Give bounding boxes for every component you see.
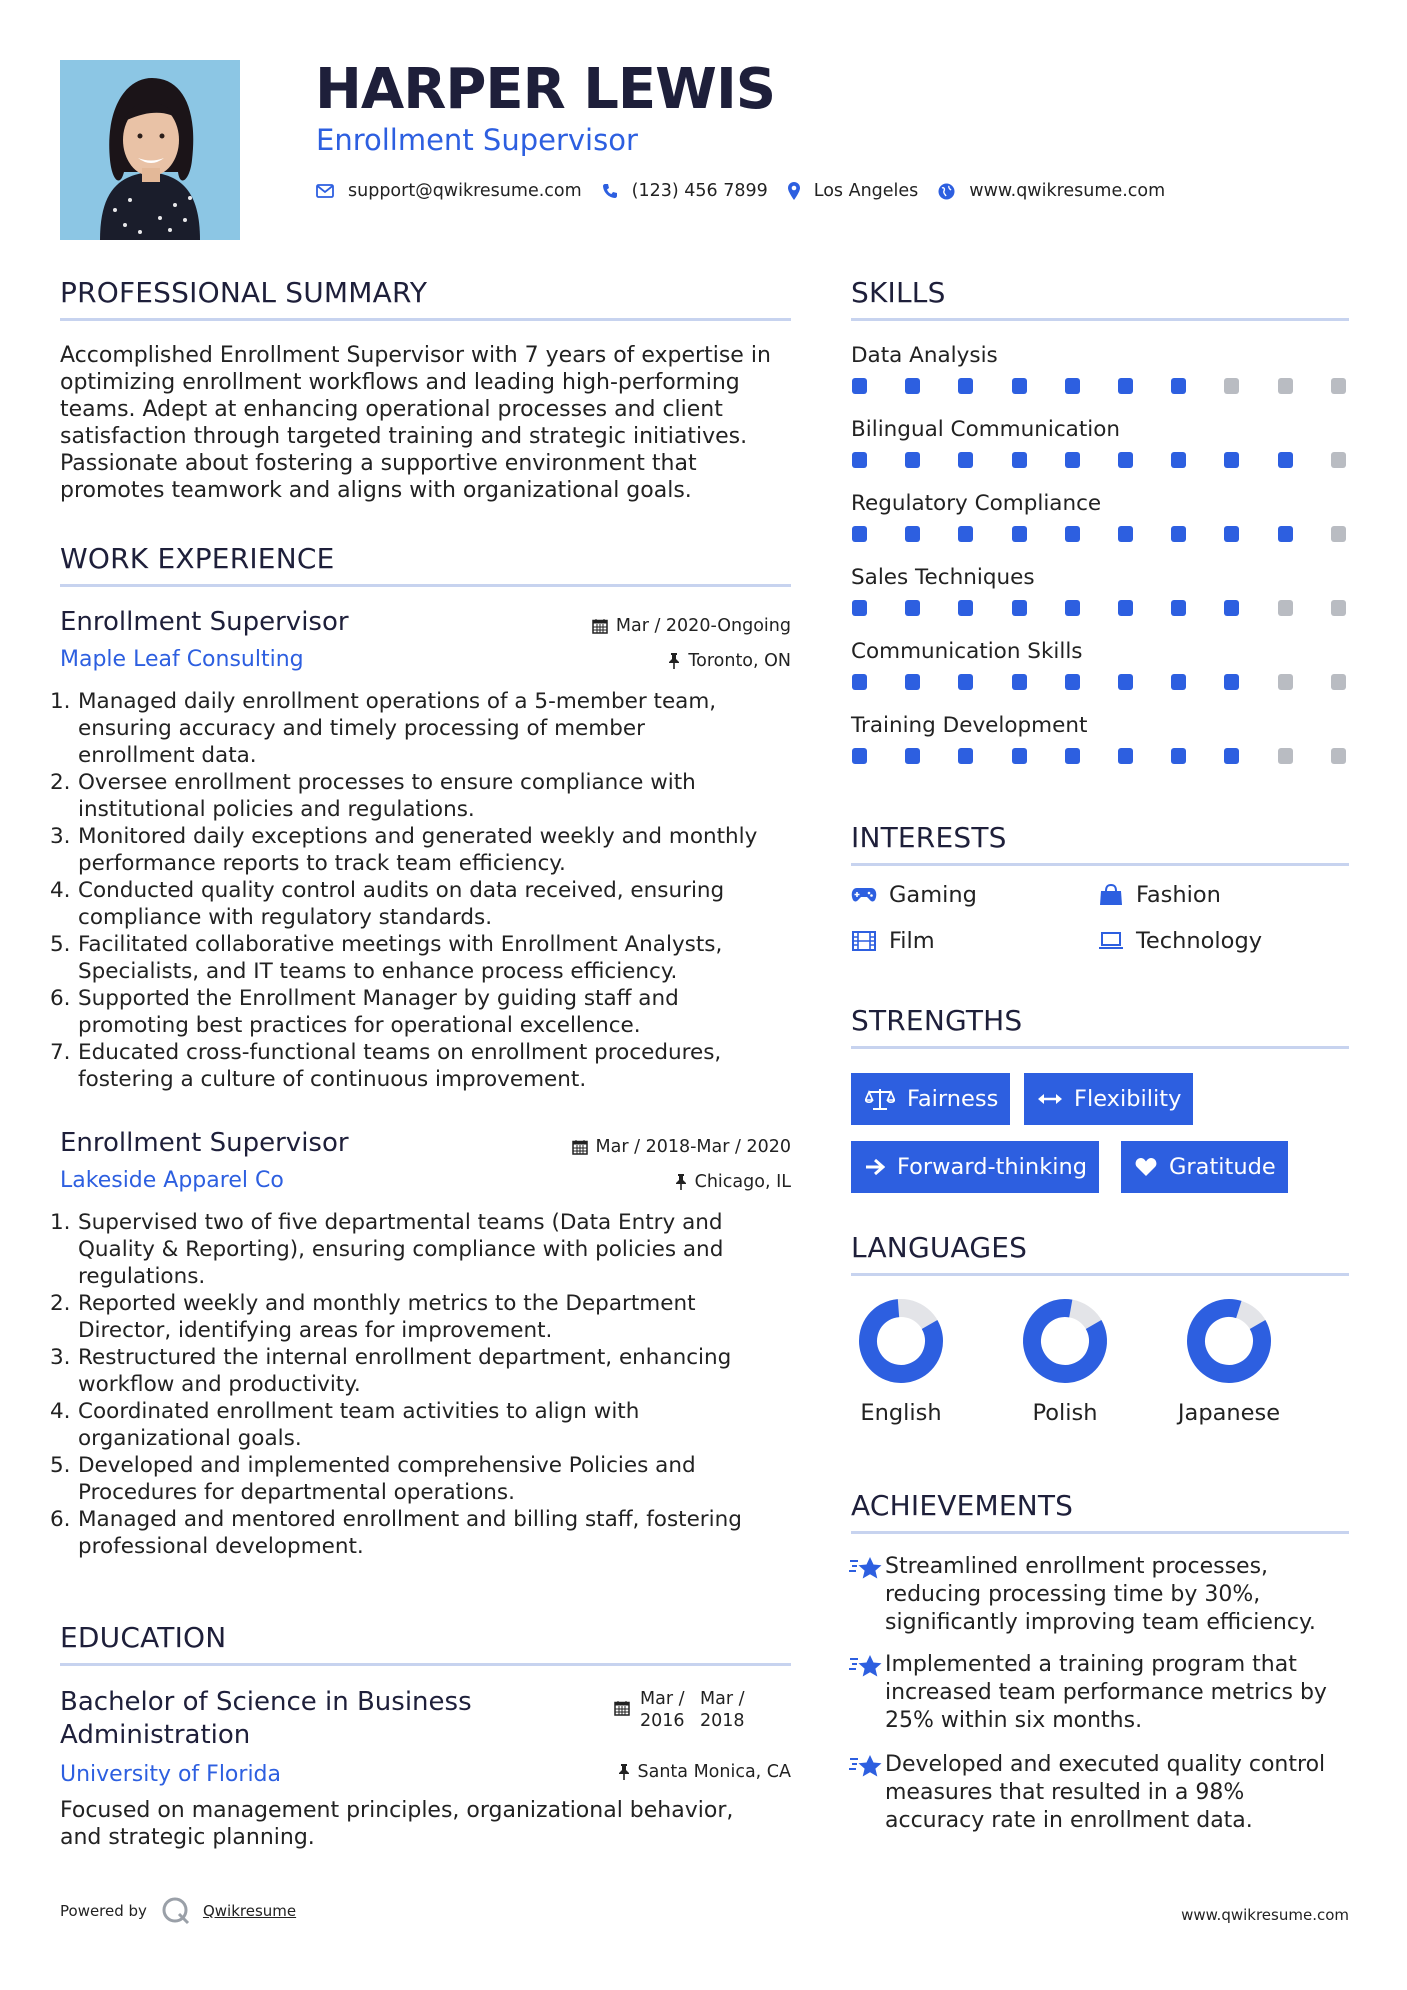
map-pin-icon	[788, 182, 800, 200]
duty-line: Procedures for departmental operations.	[78, 1480, 515, 1505]
calendar-icon	[614, 1700, 630, 1722]
skill-dot-filled	[905, 378, 920, 394]
skill-rating	[851, 674, 1351, 692]
pushpin-icon	[668, 653, 680, 669]
skill-dot-empty	[1278, 674, 1293, 690]
duty-line: Director, identifying areas for improvement.	[78, 1318, 553, 1343]
duty-line: Managed daily enrollment operations of a 5-member team,	[78, 689, 717, 714]
duty-number: 6.	[50, 986, 71, 1011]
interest-gaming	[851, 882, 977, 908]
achievement-line: accuracy rate in enrollment data.	[885, 1808, 1253, 1833]
skill-row	[851, 417, 1351, 470]
skill-dot-filled	[1012, 600, 1027, 616]
strength-gratitude	[1121, 1141, 1288, 1193]
duty-item	[50, 1344, 805, 1398]
language-label: Polish	[1032, 1400, 1098, 1426]
strengths-heading: STRENGTHS	[851, 1004, 1023, 1037]
language-ring-fill	[1184, 1296, 1274, 1386]
summary-text	[60, 342, 795, 504]
duty-number: 1.	[50, 689, 71, 714]
skill-dot-filled	[1224, 526, 1239, 542]
skill-row	[851, 639, 1351, 692]
globe-icon	[938, 183, 955, 200]
job-location-text: Chicago, IL	[694, 1172, 791, 1192]
date-part: 2018	[700, 1711, 745, 1731]
duty-item	[50, 985, 805, 1039]
interest-label: Film	[889, 928, 935, 954]
skill-dot-filled	[1224, 674, 1239, 690]
skill-dot-filled	[1065, 526, 1080, 542]
job-date	[592, 614, 791, 638]
skill-dot-filled	[852, 378, 867, 394]
duty-line: institutional policies and regulations.	[78, 797, 475, 822]
education-date-start	[640, 1688, 700, 1732]
skill-row	[851, 491, 1351, 544]
education-heading: EDUCATION	[60, 1621, 227, 1654]
education-description	[60, 1797, 795, 1851]
achievement-text	[885, 1553, 1316, 1637]
school-name: University of Florida	[60, 1762, 281, 1787]
skill-dot-filled	[1065, 748, 1080, 764]
skill-row	[851, 713, 1351, 766]
duty-line: Educated cross-functional teams on enrollment procedures,	[78, 1040, 722, 1065]
achievement-item	[849, 1751, 1349, 1835]
job-company: Maple Leaf Consulting	[60, 647, 304, 672]
duty-line: Monitored daily exceptions and generated weekly and monthly	[78, 824, 758, 849]
skill-dot-filled	[852, 600, 867, 616]
duty-number: 5.	[50, 932, 71, 957]
duty-line: Restructured the internal enrollment department, enhancing	[78, 1345, 732, 1370]
duty-line: Specialists, and IT teams to enhance process efficiency.	[78, 959, 678, 984]
achievement-item	[849, 1651, 1349, 1735]
skill-dot-filled	[1224, 748, 1239, 764]
skill-dot-filled	[905, 600, 920, 616]
skill-name: Sales Techniques	[851, 565, 1035, 590]
achievement-line: reducing processing time by 30%,	[885, 1582, 1261, 1607]
summary-line: promotes teamwork and aligns with organizational goals.	[60, 478, 692, 503]
interest-label: Fashion	[1136, 882, 1221, 908]
achievement-line: Implemented a training program that	[885, 1652, 1297, 1677]
achievement-line: Streamlined enrollment processes,	[885, 1554, 1269, 1579]
duty-number: 4.	[50, 878, 71, 903]
skill-dot-filled	[958, 526, 973, 542]
duty-number: 3.	[50, 1345, 71, 1370]
duty-line: enrollment data.	[78, 743, 257, 768]
language-ring-fill	[1020, 1296, 1110, 1386]
strength-flexibility	[1024, 1073, 1193, 1125]
skill-dot-filled	[1012, 748, 1027, 764]
experience-heading: WORK EXPERIENCE	[60, 542, 335, 575]
footer-website[interactable]: www.qwikresume.com	[1181, 1906, 1349, 1924]
skill-dot-filled	[1065, 674, 1080, 690]
language-item	[836, 1296, 966, 1426]
skill-dot-empty	[1331, 452, 1346, 468]
duty-item	[50, 931, 805, 985]
footer-powered-by	[60, 1896, 296, 1926]
job-date	[572, 1135, 791, 1159]
achievement-line: increased team performance metrics by	[885, 1680, 1327, 1705]
language-label: English	[860, 1400, 942, 1426]
skill-row	[851, 565, 1351, 618]
qwikresume-logo-icon	[161, 1896, 191, 1926]
achievement-line: Developed and executed quality control	[885, 1752, 1326, 1777]
summary-line: teams. Adept at enhancing operational processes and client	[60, 397, 723, 422]
skill-dot-filled	[852, 748, 867, 764]
skill-name: Data Analysis	[851, 343, 998, 368]
laptop-icon	[1098, 930, 1124, 952]
strength-label: Fairness	[907, 1086, 999, 1112]
skill-dot-filled	[958, 600, 973, 616]
skill-rating	[851, 526, 1351, 544]
skill-name: Bilingual Communication	[851, 417, 1121, 442]
skill-dot-filled	[958, 378, 973, 394]
skill-dot-filled	[958, 452, 973, 468]
skill-dot-filled	[1278, 526, 1293, 542]
duty-number: 3.	[50, 824, 71, 849]
achievement-item	[849, 1553, 1349, 1637]
balance-scale-icon	[865, 1088, 895, 1110]
candidate-name: HARPER LEWIS	[315, 57, 776, 122]
duty-line: Reported weekly and monthly metrics to the Department	[78, 1291, 696, 1316]
contact-website[interactable]: www.qwikresume.com	[969, 181, 1166, 201]
achievement-line: 25% within six months.	[885, 1708, 1143, 1733]
skill-dot-filled	[958, 748, 973, 764]
duty-line: Coordinated enrollment team activities to align with	[78, 1399, 640, 1424]
interest-film	[851, 928, 935, 954]
skill-dot-filled	[852, 674, 867, 690]
arrows-horizontal-icon	[1038, 1092, 1062, 1106]
language-item	[1000, 1296, 1130, 1426]
skill-rating	[851, 452, 1351, 470]
skill-dot-empty	[1331, 526, 1346, 542]
skill-rating	[851, 378, 1351, 396]
skills-heading: SKILLS	[851, 276, 946, 309]
pushpin-icon	[618, 1764, 630, 1780]
job-date-text: Mar / 2020-Ongoing	[615, 616, 791, 636]
job-duties-list	[50, 688, 805, 1093]
duty-item	[50, 877, 805, 931]
star-icon	[849, 1753, 885, 1835]
duty-line: performance reports to track team efficiency.	[78, 851, 566, 876]
skill-rating	[851, 600, 1351, 618]
skill-dot-filled	[958, 674, 973, 690]
education-description-line: Focused on management principles, organizational behavior,	[60, 1798, 734, 1823]
summary-line: Accomplished Enrollment Supervisor with 7 years of expertise in	[60, 343, 771, 368]
skill-dot-empty	[1278, 748, 1293, 764]
powered-by-text: Powered by	[60, 1902, 147, 1920]
duty-line: Facilitated collaborative meetings with Enrollment Analysts,	[78, 932, 723, 957]
job-date-text: Mar / 2018-Mar / 2020	[595, 1137, 791, 1157]
degree-line: Bachelor of Science in Business	[60, 1687, 472, 1717]
skill-dot-filled	[905, 674, 920, 690]
calendar-icon	[572, 1139, 588, 1155]
candidate-role: Enrollment Supervisor	[316, 123, 638, 157]
duty-number: 1.	[50, 1210, 71, 1235]
job-duties-list	[50, 1209, 805, 1560]
summary-rule	[60, 318, 791, 321]
skill-dot-empty	[1278, 600, 1293, 616]
summary-heading: PROFESSIONAL SUMMARY	[60, 276, 428, 309]
strength-fairness	[851, 1073, 1010, 1125]
strength-label: Forward-thinking	[897, 1154, 1088, 1180]
duty-number: 6.	[50, 1507, 71, 1532]
job-location-text: Toronto, ON	[688, 651, 791, 671]
job-location	[668, 649, 791, 673]
strengths-rule	[851, 1046, 1349, 1049]
language-label: Japanese	[1177, 1400, 1281, 1426]
gamepad-icon	[851, 884, 877, 906]
star-icon	[849, 1653, 885, 1735]
duty-line: professional development.	[78, 1534, 364, 1559]
duty-line: Developed and implemented comprehensive Policies and	[78, 1453, 696, 1478]
film-icon	[851, 930, 877, 952]
skill-dot-filled	[905, 452, 920, 468]
brand-link[interactable]: Qwikresume	[202, 1902, 297, 1920]
summary-line: satisfaction through targeted training and strategic initiatives.	[60, 424, 748, 449]
phone-icon	[602, 183, 618, 199]
duty-line: Supervised two of five departmental teams (Data Entry and	[78, 1210, 723, 1235]
skill-dot-filled	[1171, 378, 1186, 394]
duty-line: workflow and productivity.	[78, 1372, 361, 1397]
duty-item	[50, 769, 805, 823]
skill-dot-filled	[1012, 452, 1027, 468]
language-level-ring	[1184, 1296, 1274, 1386]
degree-line: Administration	[60, 1720, 251, 1750]
skill-dot-empty	[1278, 378, 1293, 394]
interests-rule	[851, 863, 1349, 866]
strength-label: Flexibility	[1074, 1086, 1182, 1112]
duty-line: fostering a culture of continuous improvement.	[78, 1067, 587, 1092]
interest-label: Technology	[1136, 928, 1263, 954]
profile-photo	[60, 60, 240, 240]
degree-title	[60, 1686, 472, 1752]
skill-dot-filled	[1012, 378, 1027, 394]
duty-line: organizational goals.	[78, 1426, 302, 1451]
duty-line: Quality & Reporting), ensuring compliance with policies and	[78, 1237, 724, 1262]
job-location	[675, 1170, 791, 1194]
duty-item	[50, 1452, 805, 1506]
contact-location: Los Angeles	[813, 181, 919, 201]
duty-line: regulations.	[78, 1264, 206, 1289]
skill-dot-filled	[1278, 452, 1293, 468]
strength-forward-thinking	[851, 1141, 1099, 1193]
skill-dot-filled	[905, 748, 920, 764]
duty-line: Supported the Enrollment Manager by guiding staff and	[78, 986, 679, 1011]
skill-dot-filled	[852, 526, 867, 542]
achievements-rule	[851, 1531, 1349, 1534]
achievements-heading: ACHIEVEMENTS	[851, 1489, 1074, 1522]
skill-dot-filled	[1118, 748, 1133, 764]
duty-line: Conducted quality control audits on data received, ensuring	[78, 878, 725, 903]
skill-dot-empty	[1331, 748, 1346, 764]
achievement-text	[885, 1751, 1325, 1835]
contact-phone[interactable]: (123) 456 7899	[631, 181, 768, 201]
skill-dot-filled	[1171, 748, 1186, 764]
skill-dot-filled	[1224, 600, 1239, 616]
language-level-ring	[1020, 1296, 1110, 1386]
skill-dot-filled	[1224, 452, 1239, 468]
duty-number: 7.	[50, 1040, 71, 1065]
skills-rule	[851, 318, 1349, 321]
skill-rating	[851, 748, 1351, 766]
interest-fashion	[1098, 882, 1221, 908]
language-level-ring	[856, 1296, 946, 1386]
languages-heading: LANGUAGES	[851, 1231, 1028, 1264]
skill-dot-filled	[905, 526, 920, 542]
job-title: Enrollment Supervisor	[60, 607, 349, 637]
duty-line: promoting best practices for operational excellence.	[78, 1013, 641, 1038]
skill-dot-filled	[1171, 674, 1186, 690]
skill-dot-filled	[1171, 526, 1186, 542]
skill-dot-empty	[1331, 600, 1346, 616]
skill-dot-filled	[1065, 452, 1080, 468]
summary-line: Passionate about fostering a supportive environment that	[60, 451, 697, 476]
calendar-icon	[592, 618, 608, 634]
arrow-right-icon	[865, 1158, 885, 1176]
interest-technology	[1098, 928, 1262, 954]
summary-line: optimizing enrollment workflows and leading high-performing	[60, 370, 740, 395]
achievement-text	[885, 1651, 1327, 1735]
date-part: 2016	[640, 1711, 685, 1731]
skill-row	[851, 343, 1351, 396]
experience-rule	[60, 584, 791, 587]
language-item	[1164, 1296, 1294, 1426]
education-date	[614, 1688, 745, 1732]
skill-dot-filled	[1012, 526, 1027, 542]
skill-dot-filled	[1171, 600, 1186, 616]
envelope-icon	[316, 184, 334, 198]
duty-number: 2.	[50, 770, 71, 795]
education-rule	[60, 1663, 791, 1666]
duty-number: 5.	[50, 1453, 71, 1478]
job-company: Lakeside Apparel Co	[60, 1168, 284, 1193]
education-location	[618, 1760, 792, 1784]
skill-dot-filled	[1118, 378, 1133, 394]
shopping-bag-icon	[1098, 884, 1124, 906]
duty-item	[50, 688, 805, 769]
pushpin-icon	[675, 1174, 687, 1190]
education-date-end	[700, 1688, 745, 1732]
contact-email[interactable]: support@qwikresume.com	[348, 181, 582, 201]
strength-label: Gratitude	[1169, 1154, 1276, 1180]
skill-dot-filled	[1171, 452, 1186, 468]
skill-dot-filled	[1118, 674, 1133, 690]
duty-item	[50, 1209, 805, 1290]
interests-heading: INTERESTS	[851, 821, 1007, 854]
skill-dot-filled	[1118, 452, 1133, 468]
skill-dot-filled	[852, 452, 867, 468]
skill-name: Communication Skills	[851, 639, 1083, 664]
duty-number: 4.	[50, 1399, 71, 1424]
job-title: Enrollment Supervisor	[60, 1128, 349, 1158]
duty-item	[50, 1290, 805, 1344]
skill-dot-filled	[1065, 600, 1080, 616]
duty-item	[50, 1039, 805, 1093]
interest-label: Gaming	[889, 882, 977, 908]
duty-line: Oversee enrollment processes to ensure compliance with	[78, 770, 696, 795]
languages-rule	[851, 1273, 1349, 1276]
skill-name: Training Development	[851, 713, 1088, 738]
duty-line: Managed and mentored enrollment and billing staff, fostering	[78, 1507, 742, 1532]
duty-line: ensuring accuracy and timely processing of member	[78, 716, 645, 741]
date-part: Mar /	[700, 1689, 745, 1709]
skill-name: Regulatory Compliance	[851, 491, 1102, 516]
skill-dot-filled	[1012, 674, 1027, 690]
duty-item	[50, 823, 805, 877]
skill-dot-filled	[1118, 526, 1133, 542]
duty-item	[50, 1506, 805, 1560]
duty-item	[50, 1398, 805, 1452]
skill-dot-filled	[1118, 600, 1133, 616]
skill-dot-empty	[1224, 378, 1239, 394]
star-icon	[849, 1555, 885, 1637]
education-location-text: Santa Monica, CA	[637, 1762, 791, 1782]
achievement-line: significantly improving team efficiency.	[885, 1610, 1316, 1635]
heart-icon	[1135, 1157, 1157, 1177]
education-description-line: and strategic planning.	[60, 1825, 315, 1850]
duty-line: compliance with regulatory standards.	[78, 905, 493, 930]
skill-dot-empty	[1331, 674, 1346, 690]
skill-dot-empty	[1331, 378, 1346, 394]
date-part: Mar /	[640, 1689, 685, 1709]
duty-number: 2.	[50, 1291, 71, 1316]
contact-bar	[316, 178, 1185, 204]
skill-dot-filled	[1065, 378, 1080, 394]
achievement-line: measures that resulted in a 98%	[885, 1780, 1245, 1805]
